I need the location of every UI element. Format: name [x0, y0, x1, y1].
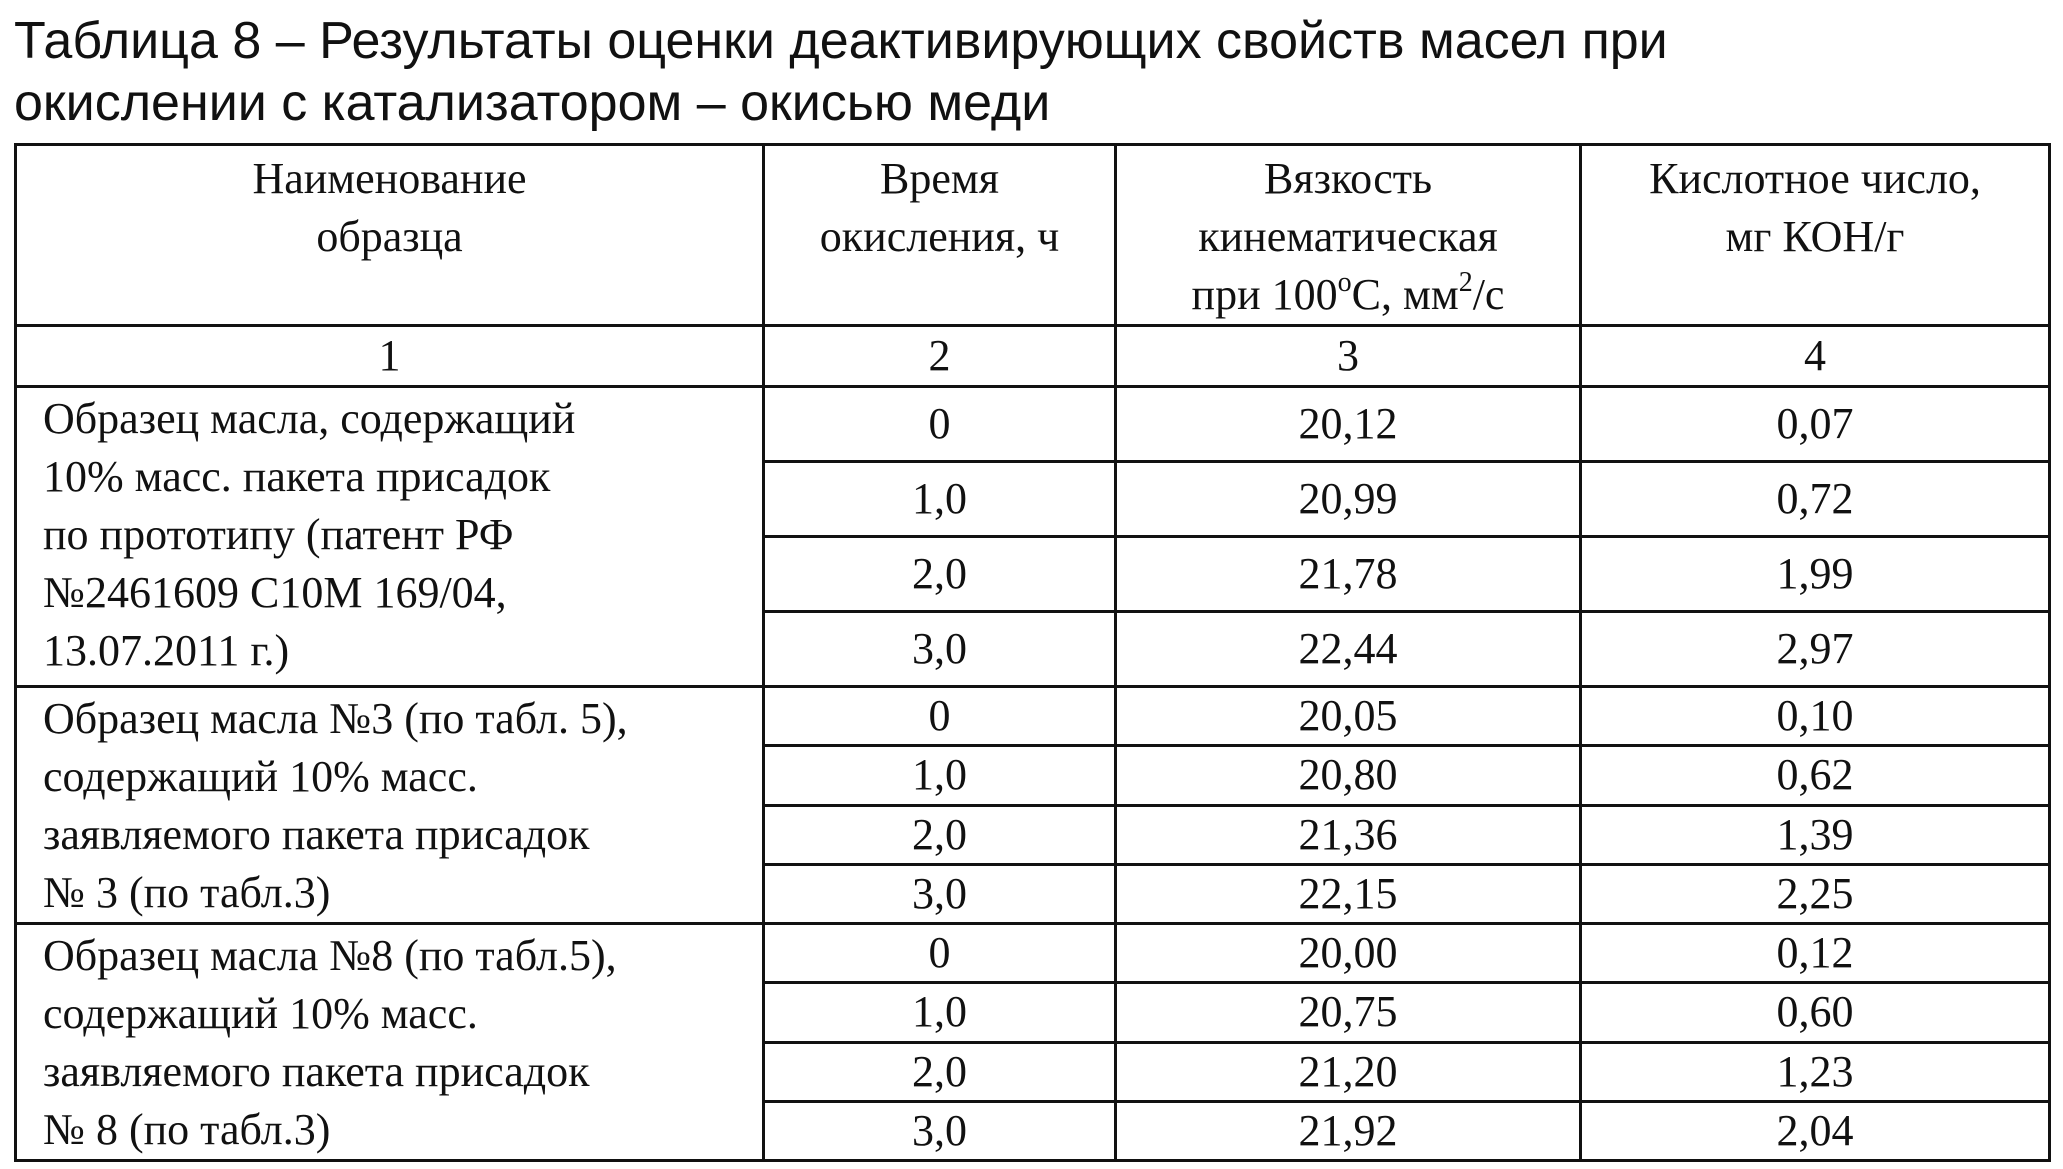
time-cell: 3,0 — [764, 1101, 1116, 1160]
acid-number-cell: 0,12 — [1581, 924, 2050, 983]
degree-mark: o — [1337, 267, 1352, 299]
header-oxidation-time-line: Время — [880, 154, 999, 203]
sample-name-line: 13.07.2011 г.) — [43, 626, 290, 675]
column-number: 2 — [764, 326, 1116, 387]
acid-number-cell: 0,60 — [1581, 983, 2050, 1042]
acid-number-cell: 2,04 — [1581, 1101, 2050, 1160]
table-row — [16, 387, 2050, 462]
time-cell: 2,0 — [764, 805, 1116, 864]
sample-name-line: Образец масла №3 (по табл. 5), — [43, 694, 628, 743]
time-cell: 0 — [764, 924, 1116, 983]
sample-name-line: №2461609 С10М 169/04, — [43, 568, 507, 617]
header-oxidation-time — [764, 145, 1116, 326]
viscosity-cell: 22,15 — [1116, 864, 1581, 923]
viscosity-cell: 22,44 — [1116, 612, 1581, 687]
column-number: 1 — [16, 326, 764, 387]
sample-name-line: содержащий 10% масс. — [43, 989, 478, 1038]
acid-number-cell: 2,97 — [1581, 612, 2050, 687]
sample-name-oil-3 — [16, 687, 764, 924]
sample-name-oil-8 — [16, 924, 764, 1161]
time-cell: 2,0 — [764, 537, 1116, 612]
time-cell: 1,0 — [764, 462, 1116, 537]
time-cell: 2,0 — [764, 1042, 1116, 1101]
sample-name-line: 10% масс. пакета присадок — [43, 452, 551, 501]
header-sample-name-line: образца — [316, 212, 463, 261]
table-caption — [14, 10, 2054, 134]
superscript-2: 2 — [1458, 267, 1473, 299]
time-cell: 1,0 — [764, 983, 1116, 1042]
header-viscosity-line: кинематическая — [1198, 212, 1498, 261]
acid-number-cell: 0,10 — [1581, 687, 2050, 746]
column-number: 3 — [1116, 326, 1581, 387]
time-cell: 3,0 — [764, 864, 1116, 923]
sample-name-line: № 3 (по табл.3) — [43, 868, 331, 917]
header-acid-number-line: Кислотное число, — [1649, 154, 1981, 203]
viscosity-cell: 20,75 — [1116, 983, 1581, 1042]
acid-number-cell: 0,07 — [1581, 387, 2050, 462]
viscosity-cell: 20,80 — [1116, 746, 1581, 805]
sample-name-line: заявляемого пакета присадок — [43, 1047, 590, 1096]
header-oxidation-time-line: окисления, ч — [819, 212, 1060, 261]
acid-number-cell: 2,25 — [1581, 864, 2050, 923]
viscosity-cell: 21,78 — [1116, 537, 1581, 612]
time-cell: 0 — [764, 687, 1116, 746]
header-sample-name-line: Наименование — [252, 154, 527, 203]
column-number-row — [16, 326, 2050, 387]
table-row — [16, 687, 2050, 746]
acid-number-cell: 0,72 — [1581, 462, 2050, 537]
header-acid-number — [1581, 145, 2050, 326]
acid-number-cell: 0,62 — [1581, 746, 2050, 805]
header-acid-number-line: мг КОН/г — [1725, 212, 1905, 261]
acid-number-cell: 1,23 — [1581, 1042, 2050, 1101]
header-sample-name — [16, 145, 764, 326]
sample-name-line: по прототипу (патент РФ — [43, 510, 514, 559]
time-cell: 0 — [764, 387, 1116, 462]
header-viscosity-text: С, мм — [1351, 270, 1459, 319]
acid-number-cell: 1,39 — [1581, 805, 2050, 864]
table-row — [16, 924, 2050, 983]
viscosity-cell: 20,00 — [1116, 924, 1581, 983]
acid-number-cell: 1,99 — [1581, 537, 2050, 612]
sample-name-line: Образец масла №8 (по табл.5), — [43, 931, 617, 980]
sample-name-prototype — [16, 387, 764, 687]
sample-name-line: № 8 (по табл.3) — [43, 1105, 331, 1154]
viscosity-cell: 20,12 — [1116, 387, 1581, 462]
time-cell: 1,0 — [764, 746, 1116, 805]
header-viscosity-text: /с — [1472, 270, 1505, 319]
caption-line-1: Таблица 8 – Результаты оценки деактивирующих свойств масел при — [14, 12, 1668, 70]
column-number: 4 — [1581, 326, 2050, 387]
header-viscosity-line — [1117, 266, 1579, 324]
results-table — [14, 143, 2051, 1162]
time-cell: 3,0 — [764, 612, 1116, 687]
viscosity-cell: 20,05 — [1116, 687, 1581, 746]
viscosity-cell: 21,92 — [1116, 1101, 1581, 1160]
viscosity-cell: 21,36 — [1116, 805, 1581, 864]
header-viscosity-text: при 100 — [1191, 270, 1338, 319]
sample-name-line: содержащий 10% масс. — [43, 752, 478, 801]
header-kinematic-viscosity — [1116, 145, 1581, 326]
header-row — [16, 145, 2050, 326]
viscosity-cell: 20,99 — [1116, 462, 1581, 537]
caption-line-2: окислении с катализатором – окисью меди — [14, 74, 1051, 132]
sample-name-line: заявляемого пакета присадок — [43, 810, 590, 859]
viscosity-cell: 21,20 — [1116, 1042, 1581, 1101]
sample-name-line: Образец масла, содержащий — [43, 394, 576, 443]
header-viscosity-line: Вязкость — [1263, 154, 1433, 203]
